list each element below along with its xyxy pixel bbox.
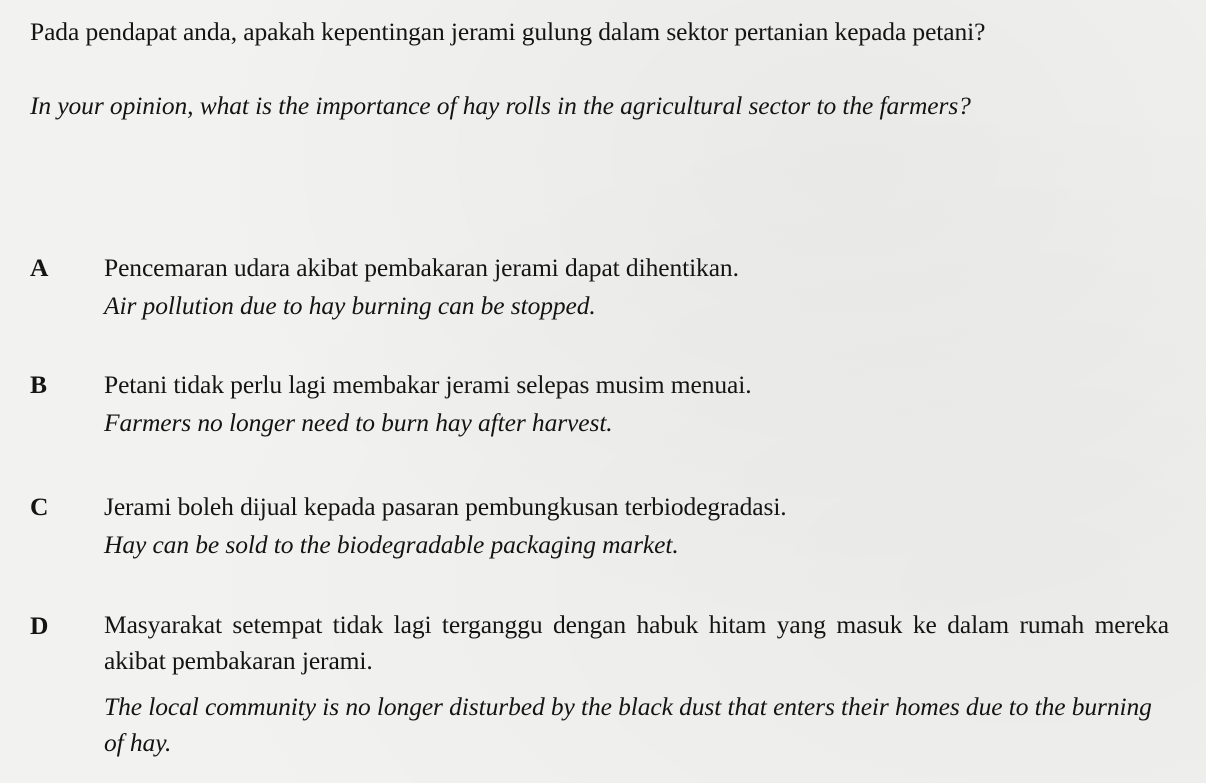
option-letter-d: D (30, 611, 49, 640)
option-b-text-english: Farmers no longer need to burn hay after harvest. (104, 408, 613, 437)
option-d-text-english: The local community is no longer disturbed by the black dust that enters their homes due to the burning of hay. (104, 692, 1152, 757)
option-body-a (104, 249, 1169, 325)
option-letter-c: C (30, 492, 49, 521)
option-c-text-malay: Jerami boleh dijual kepada pasaran pembungkusan terbiodegradasi. (104, 492, 787, 521)
question-stem (30, 10, 1190, 128)
option-c-text-english: Hay can be sold to the biodegradable packaging market. (104, 530, 679, 559)
option-body-b (104, 366, 1169, 442)
question-text-malay: Pada pendapat anda, apakah kepentingan jerami gulung dalam sektor pertanian kepada petani? (30, 17, 986, 46)
option-letter-a: A (30, 253, 49, 282)
option-body-d (104, 607, 1169, 761)
option-a-text-english: Air pollution due to hay burning can be stopped. (104, 291, 596, 320)
option-a-text-malay: Pencemaran udara akibat pembakaran jerami dapat dihentikan. (104, 253, 739, 282)
question-text-english: In your opinion, what is the importance of hay rolls in the agricultural sector to the farmers? (30, 91, 971, 120)
option-d-text-malay: Masyarakat setempat tidak lagi terganggu dengan habuk hitam yang masuk ke dalam rumah mereka akibat pembakaran jerami. (104, 610, 1169, 675)
option-body-c (104, 488, 1169, 564)
option-letter-b: B (30, 370, 48, 399)
option-b-text-malay: Petani tidak perlu lagi membakar jerami selepas musim menuai. (104, 370, 752, 399)
